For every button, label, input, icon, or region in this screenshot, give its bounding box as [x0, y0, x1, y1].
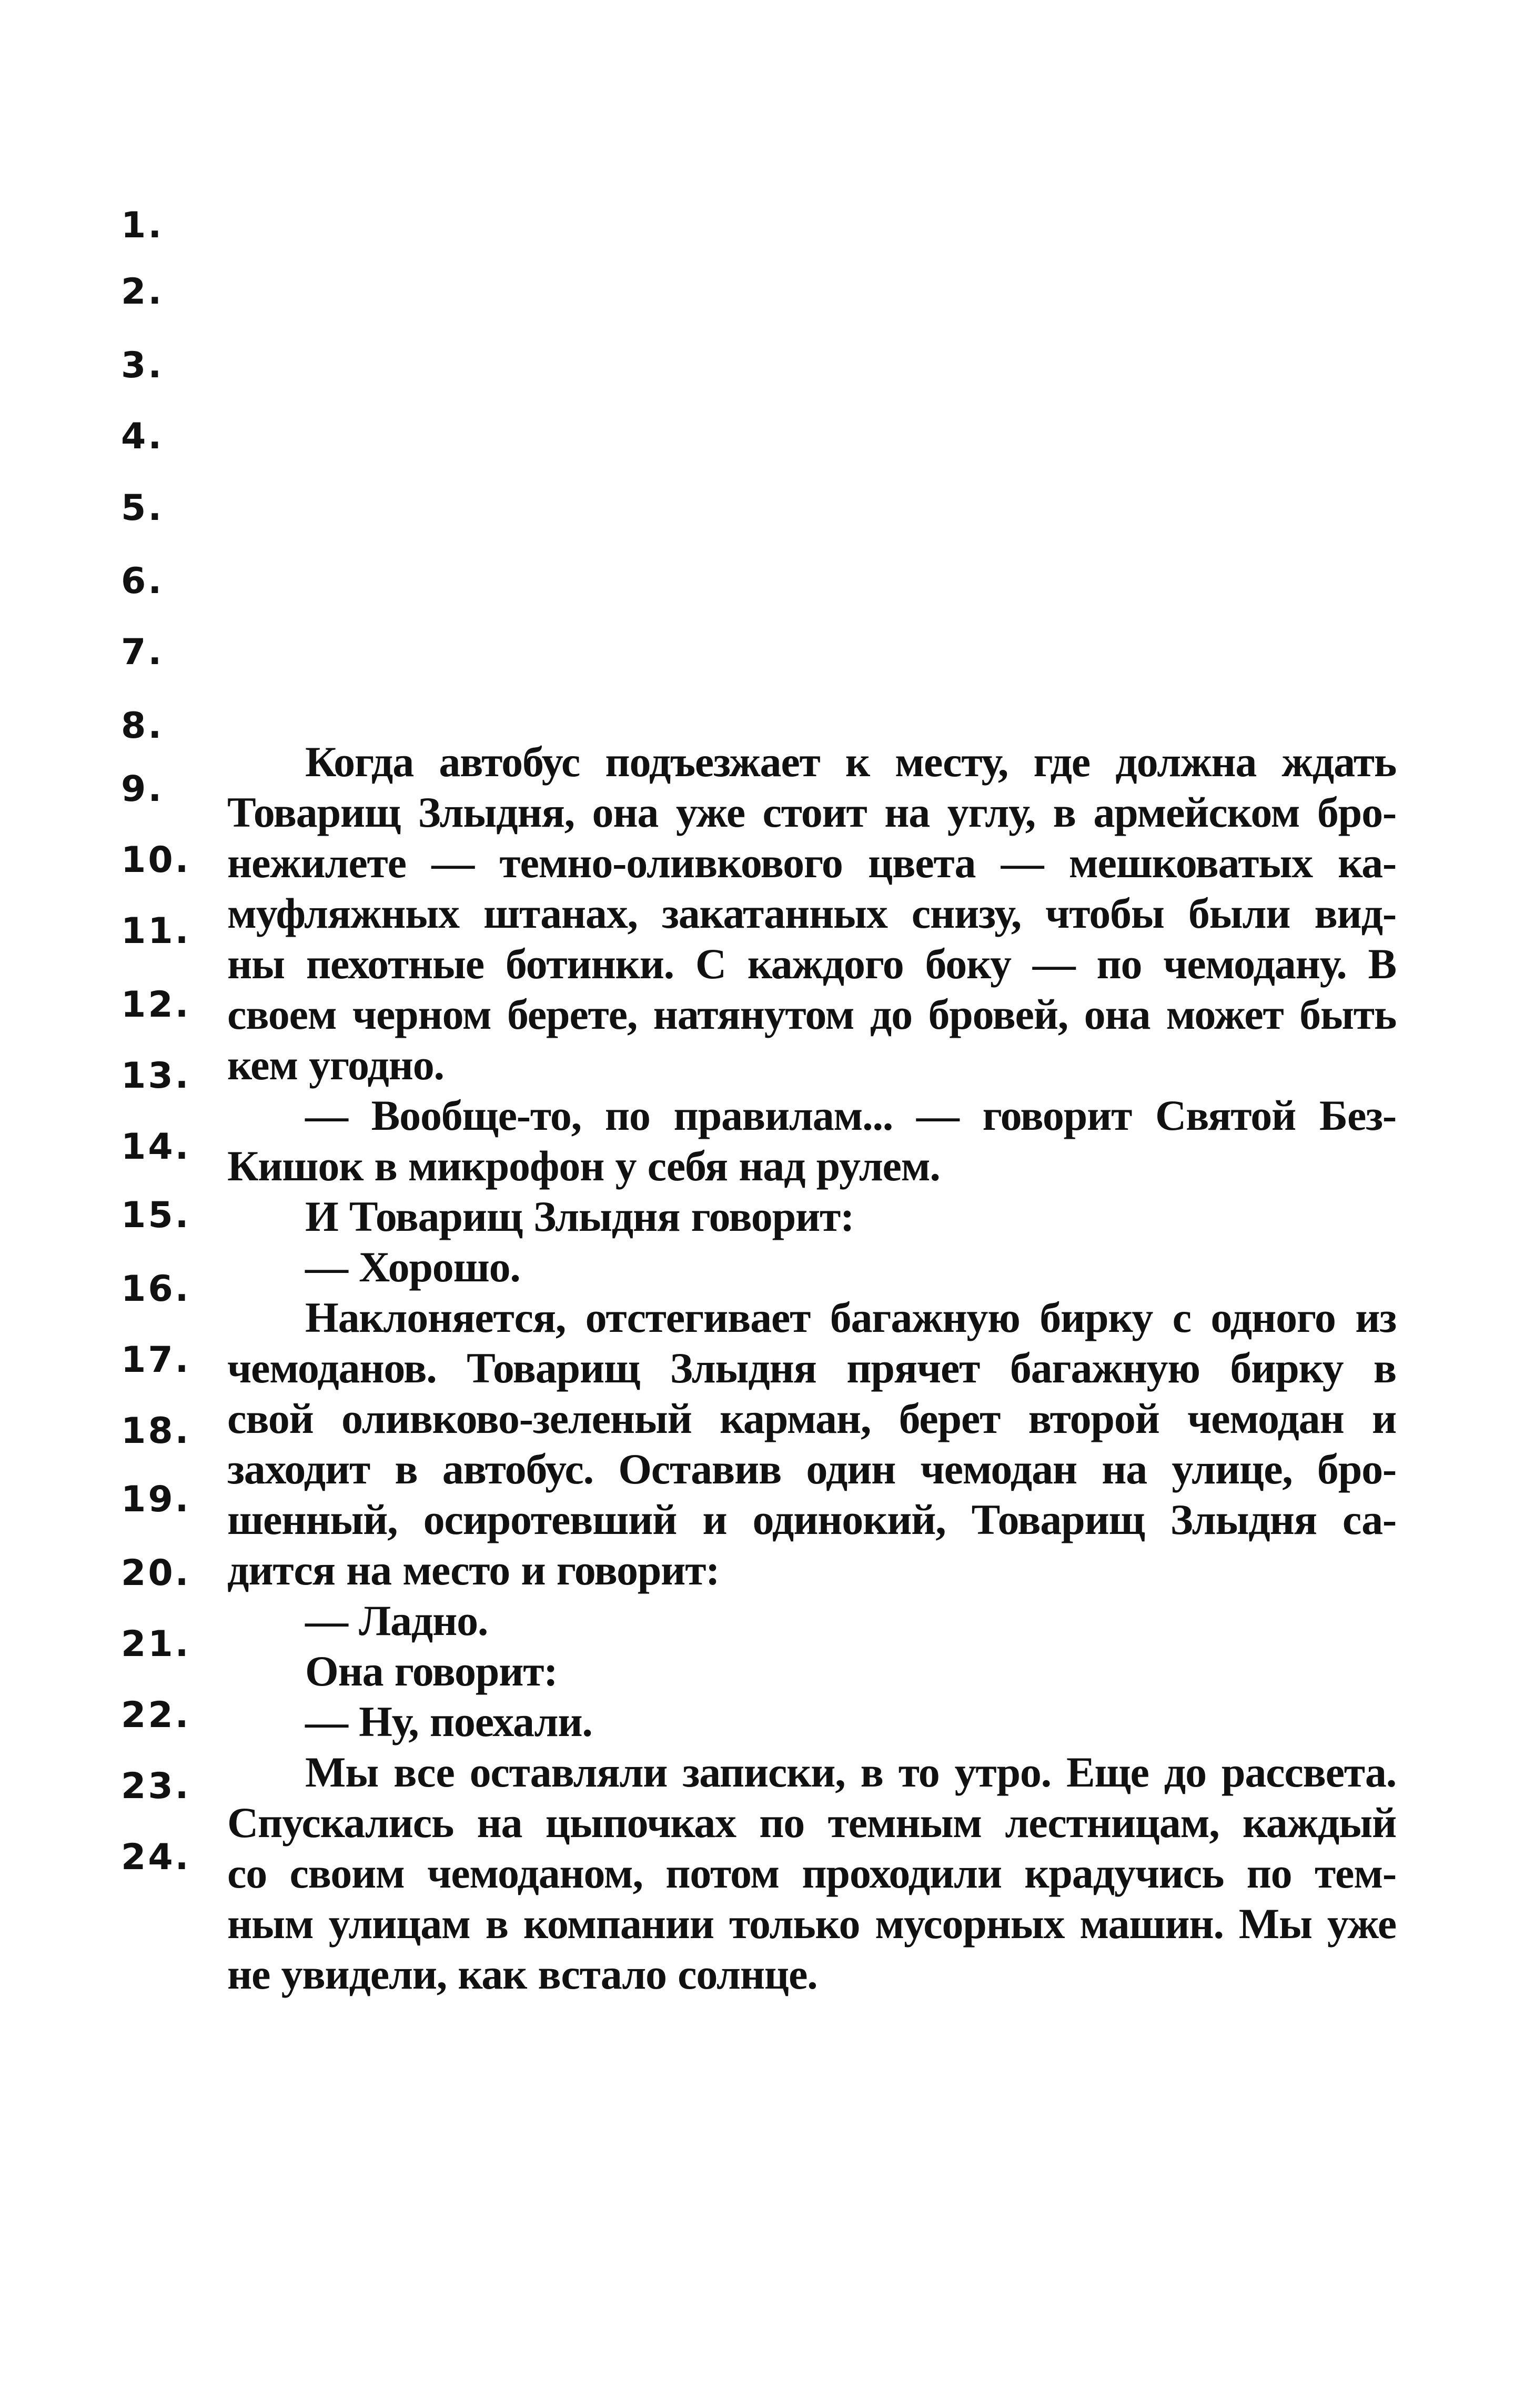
line-number: 22.: [121, 1694, 191, 1736]
text-line: — Ладно.: [305, 1597, 488, 1644]
line-number: 11.: [121, 910, 191, 952]
line-number: 17.: [121, 1339, 191, 1381]
line-number: 24.: [121, 1837, 191, 1878]
text-line: муфляжных штанах, закатанных снизу, чтобы были вид-: [227, 889, 1396, 937]
line-number: 10.: [121, 839, 191, 881]
text-line: Мы все оставляли записки, в то утро. Еще до рассвета.: [305, 1748, 1396, 1796]
line-number-column: [121, 0, 205, 1878]
line-number: 1.: [121, 205, 164, 246]
line-number: 14.: [121, 1126, 191, 1168]
line-number: 7.: [121, 631, 164, 673]
text-line: заходит в автобус. Оставив один чемодан на улице, бро-: [227, 1445, 1396, 1493]
line-number: 12.: [121, 984, 191, 1026]
line-number: 23.: [121, 1765, 191, 1807]
line-number: 9.: [121, 768, 164, 810]
line-number: 13.: [121, 1055, 191, 1097]
text-line: — Вообще-то, по правилам... — говорит Святой Без-: [305, 1091, 1396, 1139]
text-line: своем черном берете, натянутом до бровей, она может быть: [227, 990, 1396, 1038]
text-line: Наклоняется, отстегивает багажную бирку с одного из: [305, 1293, 1396, 1341]
line-number: 2.: [121, 271, 164, 313]
text-line: чемоданов. Товарищ Злыдня прячет багажную бирку в: [227, 1344, 1396, 1392]
text-line: Спускались на цыпочках по темным лестницам, каждый: [227, 1799, 1396, 1847]
text-line: ны пехотные ботинки. С каждого боку — по чемодану. В: [227, 940, 1396, 988]
line-number: 15.: [121, 1195, 191, 1236]
line-number: 8.: [121, 705, 164, 747]
text-line: ным улицам в компании только мусорных машин. Мы уже: [227, 1900, 1396, 1948]
line-number: 19.: [121, 1479, 191, 1520]
text-line: — Хорошо.: [305, 1243, 520, 1291]
line-number: 4.: [121, 416, 164, 457]
text-line: Кишок в микрофон у себя над рулем.: [227, 1142, 940, 1190]
line-number: 3.: [121, 345, 164, 386]
text-line: — Ну, поехали.: [305, 1698, 592, 1745]
line-number: 20.: [121, 1552, 191, 1594]
text-line: Товарищ Злыдня, она уже стоит на углу, в армейском бро-: [227, 788, 1396, 836]
body-text: [227, 737, 1396, 2000]
line-number: 18.: [121, 1410, 191, 1452]
text-line: И Товарищ Злыдня говорит:: [305, 1192, 854, 1240]
text-line: кем угодно.: [227, 1041, 444, 1089]
text-line: не увидели, как встало солнце.: [227, 1950, 817, 1998]
line-number: 5.: [121, 487, 164, 529]
text-line: со своим чемоданом, потом проходили крадучись по тем-: [227, 1849, 1396, 1897]
line-number: 21.: [121, 1623, 191, 1665]
text-line: дится на место и говорит:: [227, 1546, 720, 1594]
text-line: Когда автобус подъезжает к месту, где должна ждать: [305, 738, 1396, 786]
text-line: свой оливково-зеленый карман, берет второй чемодан и: [227, 1394, 1396, 1442]
text-line: Она говорит:: [305, 1647, 558, 1695]
text-line: нежилете — темно-оливкового цвета — мешковатых ка-: [227, 839, 1396, 887]
line-number: 6.: [121, 560, 164, 602]
line-number: 16.: [121, 1268, 191, 1310]
text-line: шенный, осиротевший и одинокий, Товарищ Злыдня са-: [227, 1496, 1396, 1543]
